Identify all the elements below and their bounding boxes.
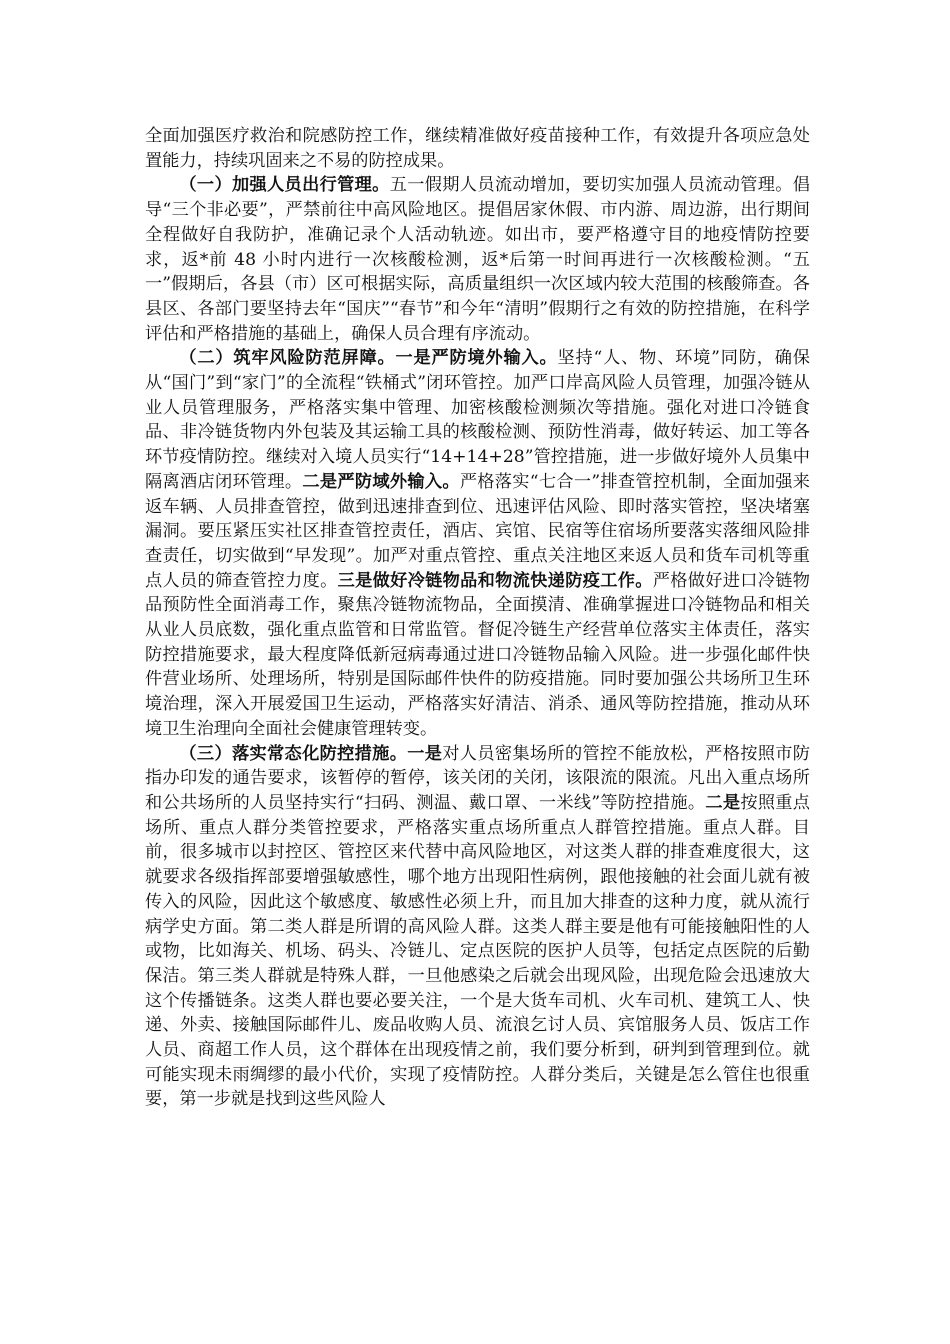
paragraph-text: 按照重点场所、重点人群分类管控要求，严格落实重点场所重点人群管控措施。重点人群。目前，很多城市以封控区、管控区来代替中高风险地区，对这类人群的排查难度很大，这就要求各级指挥部要增强敏感性，哪个地方出现阳性病例，跟他接触的社会面儿就有被传入的风险，因此这个敏感度、敏感性必须上升，而且加大排查的这种力度，就从流行病学史方面。第二类人群是所谓的高风险人群。这类人群主要是他有可能接触阳性的人或物，比如海关、机场、码头、冷链儿、定点医院的医护人员等，包括定点医院的后勤保洁。第三类人群就是特殊人群，一旦他感染之后就会出现风险，出现危险会迅速放大这个传播链条。这类人群也要必要关注，一个是大货车司机、火车司机、建筑工人、快递、外卖、接触国际邮件儿、废品收购人员、流浪乞讨人员、宾馆服务人员、饭店工作人员、商超工作人员，这个群体在出现疫情之前，我们要分析到，研判到管理到位。就可能实现未雨绸缪的最小代价，实现了疫情防控。人群分类后，关键是怎么管住也很重要，第一步就是找到这些风险人 [145, 792, 810, 1110]
paragraph-text: 严格做好进口冷链物品预防性全面消毒工作，聚焦冷链物流物品，全面摸清、准确掌握进口冷链物品和相关从业人员底数，强化重点监管和日常监管。督促冷链生产经营单位落实主体责任，落实防控措施要求，最大程度降低新冠病毒通过进口冷链物品输入风险。进一步强化邮件快件营业场所、处理场所，特别是国际邮件快件的防疫措施。同时要加强公共场所卫生环境治理，深入开展爱国卫生运动，严格落实好清洁、消杀、通风等防控措施，推动从环境卫生治理向全面社会健康管理转变。 [145, 570, 810, 739]
section-heading: （三）落实常态化防控措施。一是 [179, 743, 443, 764]
paragraph-intro [145, 124, 810, 173]
subsection-heading: 二是 [705, 792, 741, 813]
paragraph-text: 严格落实“七合一”排查管控机制，全面加强来返车辆、人员排查管控，做到迅速排查到位、迅速评估风险、即时落实管控，坚决堵塞漏洞。要压紧压实社区排查管控责任，酒店、宾馆、民宿等住宿场所要落实落细风险排查责任，切实做到“早发现”。加严对重点管控、重点关注地区来返人员和货车司机等重点人员的筛查管控力度。 [145, 471, 810, 591]
subsection-heading: 三是做好冷链物品和物流快递防疫工作。 [337, 570, 653, 591]
paragraph-text: 五一假期人员流动增加，要切实加强人员流动管理。倡导“三个非必要”，严禁前往中高风险地区。提倡居家休假、市内游、周边游，出行期间全程做好自我防护，准确记录个人活动轨迹。如出市，要严格遵守目的地疫情防控要求，返*前 48 小时内进行一次核酸检测，返*后第一时间再进行一次核酸检测。“五一”假期后，各县（市）区可根据实际，高质量组织一次区域内较大范围的核酸筛查。各县区、各部门要坚持去年“国庆”“春节”和今年“清明”假期行之有效的防控措施，在科学评估和严格措施的基础上，确保人员合理有序流动。 [145, 175, 810, 344]
section-heading: （一）加强人员出行管理。 [179, 175, 390, 196]
subsection-heading: 二是严防域外输入。 [302, 471, 460, 492]
paragraph-section-3 [145, 742, 810, 1113]
paragraph-text: 坚持“人、物、环境”同防，确保从“国门”到“家门”的全流程“铁桶式”闭环管控。加严口岸高风险人员管理，加强冷链从业人员管理服务，严格落实集中管理、加密核酸检测频次等措施。强化对进口冷链食品、非冷链货物内外包装及其运输工具的核酸检测、预防性消毒，做好转运、加工等各环节疫情防控。继续对入境人员实行“14+14+28”管控措施，进一步做好境外人员集中隔离酒店闭环管理。 [145, 348, 810, 492]
section-heading: （二）筑牢风险防范屏障。一是严防境外输入。 [179, 348, 558, 369]
paragraph-section-2 [145, 346, 810, 741]
paragraph-text: 全面加强医疗救治和院感防控工作，继续精准做好疫苗接种工作，有效提升各项应急处置能力，持续巩固来之不易的防控成果。 [145, 126, 810, 171]
paragraph-section-1 [145, 173, 810, 346]
document-page [145, 124, 810, 1112]
paragraph-text: 对人员密集场所的管控不能放松，严格按照市防指办印发的通告要求，该暂停的暂停，该关闭的关闭，该限流的限流。凡出入重点场所和公共场所的人员坚持实行“扫码、测温、戴口罩、一米线”等防控措施。 [145, 743, 810, 813]
